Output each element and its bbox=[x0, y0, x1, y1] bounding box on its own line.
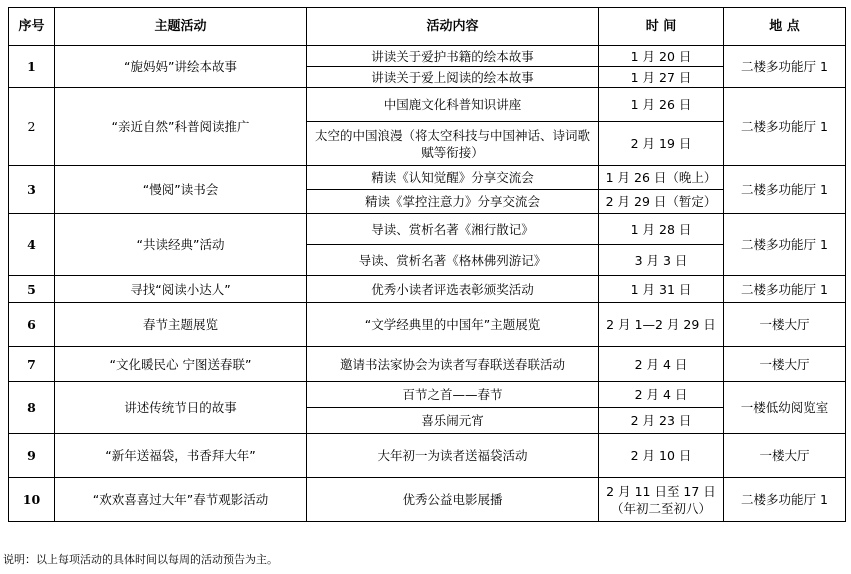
row-time: 2 月 10 日 bbox=[599, 434, 724, 478]
table-row bbox=[9, 478, 846, 522]
row-theme: 讲述传统节日的故事 bbox=[55, 382, 307, 434]
header-theme: 主题活动 bbox=[55, 8, 307, 46]
row-place: 一楼大厅 bbox=[724, 347, 846, 382]
row-content: 精读《掌控注意力》分享交流会 bbox=[307, 190, 599, 214]
row-content: 中国鹿文化科普知识讲座 bbox=[307, 88, 599, 122]
row-number: 8 bbox=[9, 382, 55, 434]
row-theme: “欢欢喜喜过大年”春节观影活动 bbox=[55, 478, 307, 522]
row-time: 1 月 20 日 bbox=[599, 46, 724, 67]
row-time: 1 月 27 日 bbox=[599, 67, 724, 88]
row-time: 2 月 29 日（暂定） bbox=[599, 190, 724, 214]
row-place: 二楼多功能厅 1 bbox=[724, 46, 846, 88]
row-place: 一楼大厅 bbox=[724, 303, 846, 347]
row-content: 讲读关于爱上阅读的绘本故事 bbox=[307, 67, 599, 88]
table-row bbox=[9, 88, 846, 122]
row-place: 二楼多功能厅 1 bbox=[724, 276, 846, 303]
row-theme: 春节主题展览 bbox=[55, 303, 307, 347]
footnote: 说明：以上每项活动的具体时间以每周的活动预告为主。 bbox=[3, 553, 278, 566]
table-row bbox=[9, 166, 846, 190]
activity-schedule-table bbox=[8, 7, 846, 522]
row-number: 10 bbox=[9, 478, 55, 522]
row-number: 5 bbox=[9, 276, 55, 303]
row-theme: “亲近自然”科普阅读推广 bbox=[55, 88, 307, 166]
row-content: 优秀公益电影展播 bbox=[307, 478, 599, 522]
row-theme: 寻找“阅读小达人” bbox=[55, 276, 307, 303]
row-number: 7 bbox=[9, 347, 55, 382]
row-theme: “旎妈妈”讲绘本故事 bbox=[55, 46, 307, 88]
row-time: 2 月 11 日至 17 日（年初二至初八） bbox=[599, 478, 724, 522]
row-place: 一楼大厅 bbox=[724, 434, 846, 478]
row-content: 喜乐闹元宵 bbox=[307, 408, 599, 434]
table-header-row bbox=[9, 8, 846, 46]
row-content: 百节之首——春节 bbox=[307, 382, 599, 408]
table-row bbox=[9, 434, 846, 478]
row-content: “文学经典里的中国年”主题展览 bbox=[307, 303, 599, 347]
row-time: 2 月 4 日 bbox=[599, 347, 724, 382]
row-time: 1 月 26 日（晚上） bbox=[599, 166, 724, 190]
row-time: 1 月 31 日 bbox=[599, 276, 724, 303]
table-row bbox=[9, 347, 846, 382]
row-time: 2 月 1—2 月 29 日 bbox=[599, 303, 724, 347]
row-number: 9 bbox=[9, 434, 55, 478]
table-row bbox=[9, 214, 846, 245]
row-content: 导读、赏析名著《格林佛列游记》 bbox=[307, 245, 599, 276]
row-theme: “新年送福袋，书香拜大年” bbox=[55, 434, 307, 478]
header-place: 地 点 bbox=[724, 8, 846, 46]
row-content: 邀请书法家协会为读者写春联送春联活动 bbox=[307, 347, 599, 382]
table-row bbox=[9, 276, 846, 303]
row-content: 导读、赏析名著《湘行散记》 bbox=[307, 214, 599, 245]
row-theme: “共读经典”活动 bbox=[55, 214, 307, 276]
table-row bbox=[9, 382, 846, 408]
row-time: 3 月 3 日 bbox=[599, 245, 724, 276]
row-place: 二楼多功能厅 1 bbox=[724, 214, 846, 276]
row-number: 3 bbox=[9, 166, 55, 214]
row-time: 2 月 19 日 bbox=[599, 122, 724, 166]
row-place: 二楼多功能厅 1 bbox=[724, 88, 846, 166]
row-place: 二楼多功能厅 1 bbox=[724, 166, 846, 214]
header-number: 序号 bbox=[9, 8, 55, 46]
row-place: 二楼多功能厅 1 bbox=[724, 478, 846, 522]
row-content: 太空的中国浪漫（将太空科技与中国神话、诗词歌赋等衔接） bbox=[307, 122, 599, 166]
row-content: 优秀小读者评选表彰颁奖活动 bbox=[307, 276, 599, 303]
row-content: 精读《认知觉醒》分享交流会 bbox=[307, 166, 599, 190]
row-time: 2 月 23 日 bbox=[599, 408, 724, 434]
row-number: 1 bbox=[9, 46, 55, 88]
row-number: 6 bbox=[9, 303, 55, 347]
header-time: 时 间 bbox=[599, 8, 724, 46]
row-place: 一楼低幼阅览室 bbox=[724, 382, 846, 434]
row-time: 1 月 26 日 bbox=[599, 88, 724, 122]
table-row bbox=[9, 303, 846, 347]
row-number: 2 bbox=[9, 88, 55, 166]
table-row bbox=[9, 46, 846, 67]
row-time: 1 月 28 日 bbox=[599, 214, 724, 245]
row-content: 大年初一为读者送福袋活动 bbox=[307, 434, 599, 478]
row-number: 4 bbox=[9, 214, 55, 276]
row-content: 讲读关于爱护书籍的绘本故事 bbox=[307, 46, 599, 67]
row-time: 2 月 4 日 bbox=[599, 382, 724, 408]
header-content: 活动内容 bbox=[307, 8, 599, 46]
row-theme: “文化暖民心 宁图送春联” bbox=[55, 347, 307, 382]
row-theme: “慢阅”读书会 bbox=[55, 166, 307, 214]
